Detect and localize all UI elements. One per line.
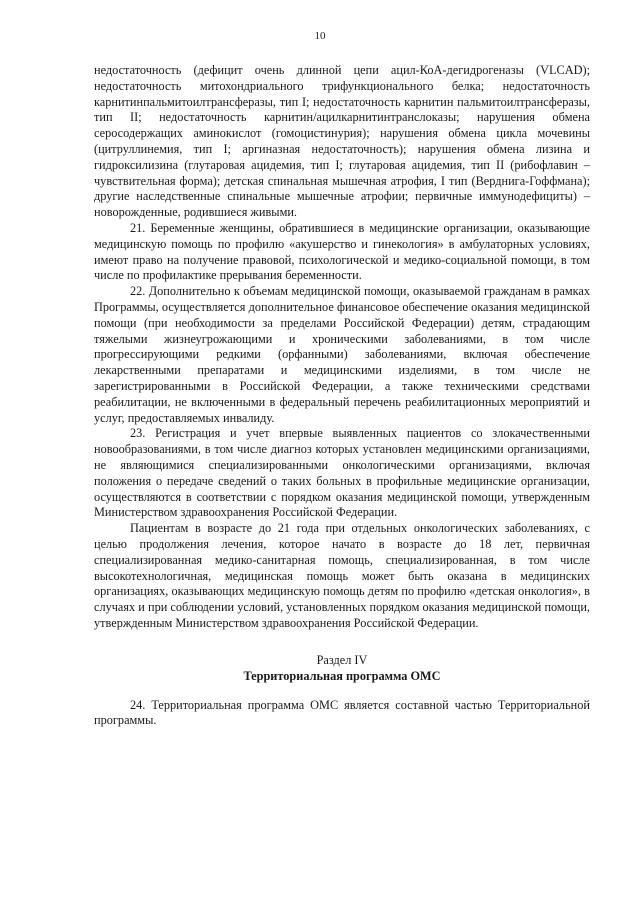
section-heading <box>94 652 590 684</box>
paragraph-23: 23. Регистрация и учет впервые выявленных пациентов со злокачественными новообразованиями, в том числе диагноз которых установлен медицинскими организациями, не являющимися специализированными онкологическими организациями, включая положения о передаче сведений о таких больных в профильные медицинские организации, осуществляются в соответствии с порядком оказания медицинской помощи, утвержденным Министерством здравоохранения Российской Федерации. <box>94 426 590 520</box>
paragraph-23-continued: Пациентам в возрасте до 21 года при отдельных онкологических заболеваниях, с целью продолжения лечения, которое начато в возрасте до 18 лет, первичная специализированная медико-санитарная помощь, специализированная, в том числе высокотехнологичная, медицинская помощь может быть оказана в медицинских организациях, оказывающих медицинскую помощь детям по профилю «детская онкология», в случаях и при соблюдении условий, установленных порядком оказания медицинской помощи, утвержденным Министерством здравоохранения Российской Федерации. <box>94 521 590 630</box>
paragraph-22: 22. Дополнительно к объемам медицинской помощи, оказываемой гражданам в рамках Программы, осуществляется дополнительное финансовое обеспечение оказания медицинской помощи (при необходимости за пределами Российской Федерации) детям, страдающим тяжелыми жизнеугрожающими и хроническими заболеваниями, в том числе прогрессирующими редкими (орфанными) заболеваниями, включая обеспечение лекарственными препаратами и медицинскими изделиями, в том числе не зарегистрированными в Российской Федерации, а также техническими средствами реабилитации, не включенными в федеральный перечень реабилитационных мероприятий и услуг, предоставляемых инвалиду. <box>94 284 590 425</box>
document-body <box>94 63 590 729</box>
page-number: 10 <box>314 30 326 42</box>
paragraph-continued: недостаточность (дефицит очень длинной цепи ацил-КоА-дегидрогеназы (VLCAD); недостаточность митохондриального трифункционального белка; недостаточность карнитинпальмитоилтрансферазы, тип I; недостаточность карнитин пальмитоилтрансферазы, тип II; недостаточность карнитин/ацилкарнитинтранслоказы; нарушения обмена серосодержащих аминокислот (гомоцистинурия); нарушения обмена цикла мочевины (цитруллинемия, тип I; аргиназная недостаточность); нарушения обмена лизина и гидроксилизина (глутаровая ацидемия, тип I; глутаровая ацидемия, тип II (рибофлавин – чувствительная форма); детская спинальная мышечная атрофия, I тип (Верднига-Гоффмана); другие наследственные спинальные мышечные атрофии; первичные иммунодефициты) – новорожденные, родившиеся живыми. <box>94 63 590 220</box>
paragraph-24: 24. Территориальная программа ОМС является составной частью Территориальной программы. <box>94 697 590 728</box>
section-number: Раздел IV <box>316 652 368 667</box>
section-title: Территориальная программа ОМС <box>243 668 441 683</box>
paragraph-21: 21. Беременные женщины, обратившиеся в медицинские организации, оказывающие медицинскую помощь по профилю «акушерство и гинекология» в амбулаторных условиях, имеют право на получение правовой, психологической и медико-социальной помощи, в том числе по профилактике прерывания беременности. <box>94 220 590 283</box>
